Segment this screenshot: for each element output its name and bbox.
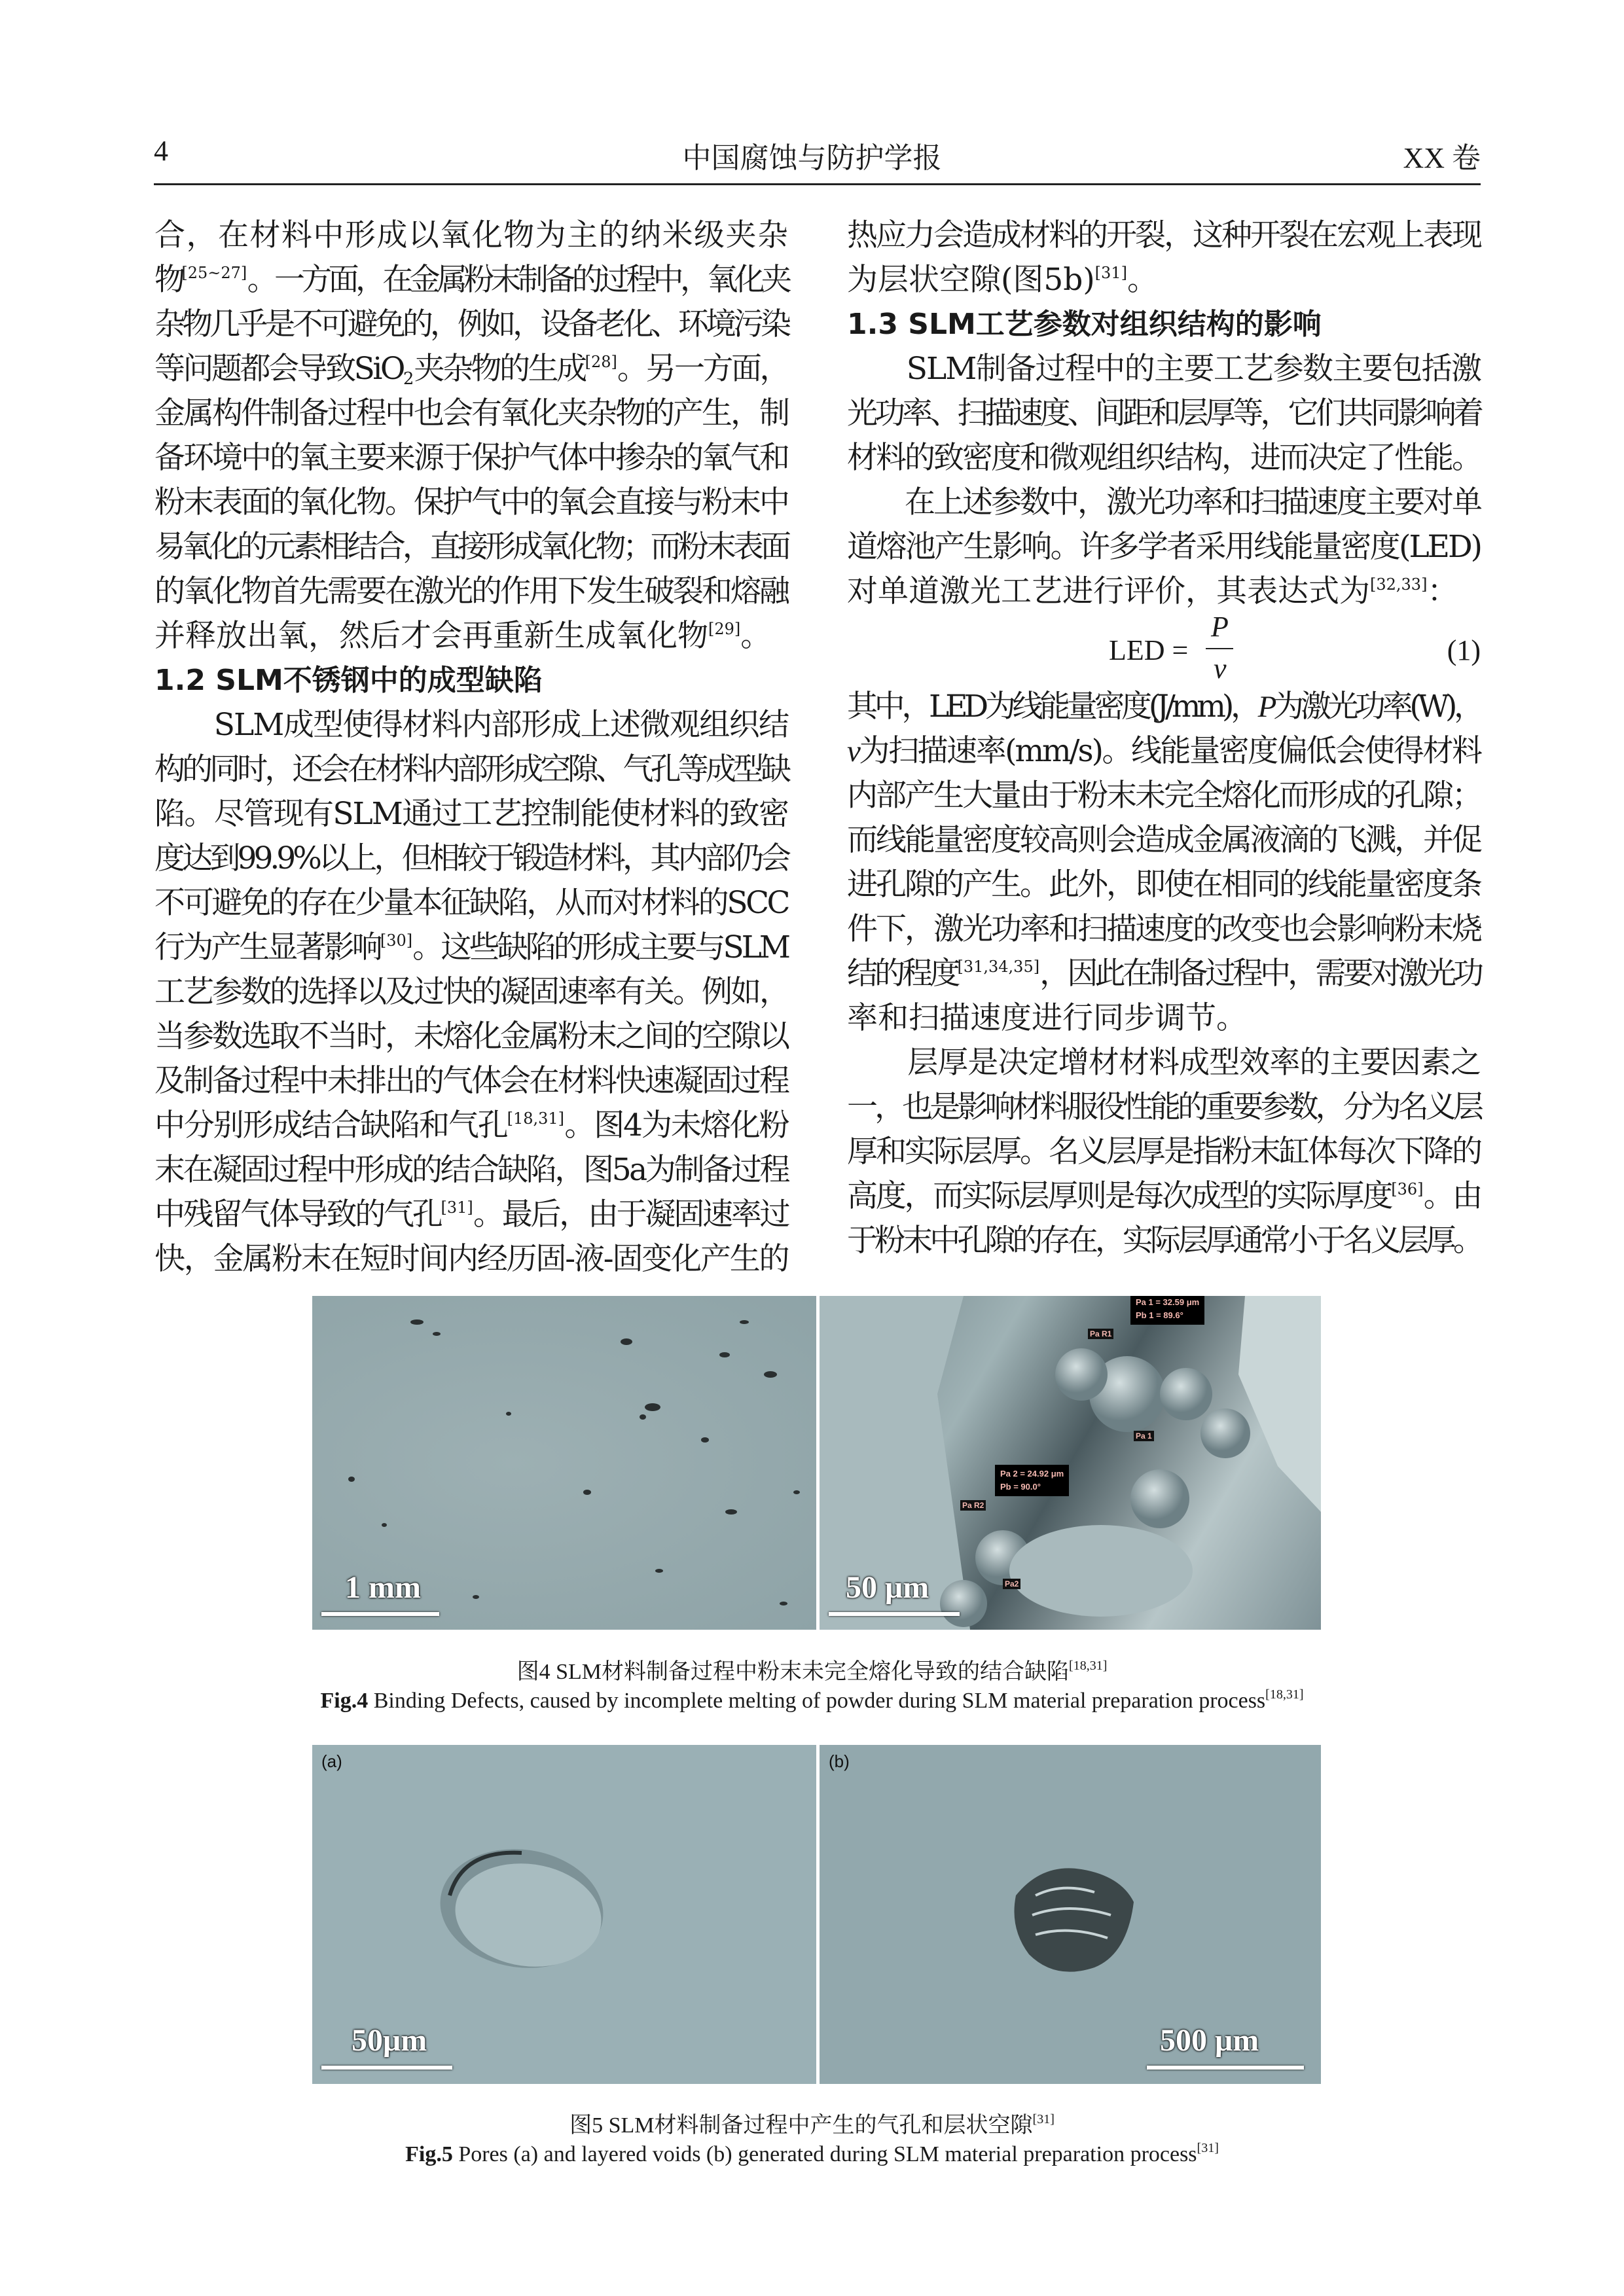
text-segment: 为激光功率(W)， <box>1272 689 1481 725</box>
figure4-caption-en <box>0 1689 1624 1713</box>
panel-label-b: (b) <box>829 1751 850 1771</box>
measurement-box-2 <box>995 1465 1069 1496</box>
text-segment: 合，在材料中形成以氧化物为主的纳米级夹杂 <box>154 217 788 253</box>
citation-ref: [30] <box>380 931 413 950</box>
text-line <box>847 480 1481 525</box>
text-line <box>154 836 788 881</box>
text-line <box>847 525 1481 569</box>
text-line <box>154 1193 788 1237</box>
text-segment: 率和扫描速度进行同步调节。 <box>847 1000 1247 1036</box>
figure5b-micrograph <box>820 1745 1321 2084</box>
text-line <box>154 1237 788 1282</box>
page-number: 4 <box>154 135 168 167</box>
text-line <box>154 525 788 569</box>
text-segment: SLM成型使得材料内部形成上述微观组织结 <box>154 707 788 743</box>
text-segment: 备环境中的氧主要来源于保护气体中掺杂的氧气和 <box>154 440 788 476</box>
text-segment: 。图4为未熔化粉 <box>564 1107 788 1143</box>
text-segment: 而线能量密度较高则会造成金属液滴的飞溅，并促 <box>847 822 1481 858</box>
text-line <box>847 952 1481 996</box>
text-segment: 不可避免的存在少量本征缺陷，从而对材料的SCC <box>154 885 788 921</box>
text-segment: 进孔隙的产生。此外，即使在相同的线能量密度条 <box>847 867 1481 903</box>
text-segment: 材料的致密度和微观组织结构，进而决定了性能。 <box>847 440 1481 476</box>
caption-label: Fig.5 <box>405 2142 453 2166</box>
text-line <box>154 480 788 525</box>
scale-bar <box>321 1612 439 1616</box>
text-line <box>847 996 1481 1041</box>
fraction-bar <box>1206 648 1233 649</box>
text-line <box>154 747 788 792</box>
citation-ref: [31] <box>1094 264 1127 282</box>
section-heading <box>154 658 788 703</box>
measurement-box-1 <box>1130 1296 1204 1325</box>
text-line <box>847 729 1481 774</box>
caption-ref: [18,31] <box>1069 1659 1108 1673</box>
figure4-right-micrograph <box>820 1296 1321 1630</box>
text-line <box>847 1219 1481 1263</box>
volume-label: XX 卷 <box>1403 142 1481 174</box>
text-segment: 热应力会造成材料的开裂，这种开裂在宏观上表现 <box>847 217 1481 253</box>
text-segment: 。另一方面， <box>617 351 789 387</box>
text-line <box>154 569 788 614</box>
text-line <box>847 1041 1481 1085</box>
text-segment: 为层状空隙(图5b) <box>847 262 1095 298</box>
citation-ref: [29] <box>708 620 741 638</box>
equation-number: (1) <box>1447 634 1481 666</box>
text-segment: 1.2 SLM不锈钢中的成型缺陷 <box>154 664 543 697</box>
text-segment: 易氧化的元素相结合，直接形成氧化物；而粉末表面 <box>154 529 788 565</box>
figure4-caption-cn <box>0 1653 1624 1685</box>
equation-denominator: v <box>1214 653 1227 685</box>
journal-title: 中国腐蚀与防护学报 <box>682 142 942 174</box>
text-segment: 及制备过程中未排出的气体会在材料快速凝固过程 <box>154 1063 788 1099</box>
scale-bar-label: 1 mm <box>345 1570 421 1605</box>
text-segment: 在上述参数中，激光功率和扫描速度主要对单 <box>847 484 1481 520</box>
scale-bar <box>321 2066 452 2070</box>
text-segment: 1.3 SLM工艺参数对组织结构的影响 <box>847 308 1322 341</box>
text-segment: 行为产生显著影响 <box>154 929 380 965</box>
scale-bar-label: 500 μm <box>1160 2023 1259 2058</box>
text-line <box>847 1085 1481 1130</box>
text-segment: 金属构件制备过程中也会有氧化夹杂物的产生，制 <box>154 395 788 431</box>
caption-ref: [31] <box>1032 2112 1055 2126</box>
text-segment: 中分别形成结合缺陷和气孔 <box>154 1107 507 1143</box>
text-segment: 其中，LED为线能量密度(J/mm)， <box>847 689 1258 725</box>
text-segment: ： <box>1427 573 1458 609</box>
citation-ref: [25~27] <box>181 264 247 282</box>
text-segment: 内部产生大量由于粉末未完全熔化而形成的孔隙； <box>847 778 1481 814</box>
text-segment: 光功率、扫描速度、间距和层厚等，它们共同影响着 <box>847 395 1481 431</box>
text-segment: 夹杂物的生成 <box>414 351 585 387</box>
header-rule <box>154 183 1481 185</box>
text-line <box>847 347 1481 391</box>
text-segment: ，因此在制备过程中，需要对激光功 <box>1039 956 1481 992</box>
equation-lhs: LED = <box>1109 634 1189 666</box>
text-line <box>154 213 788 258</box>
measurement-2-angle: Pb = 90.0° <box>1000 1482 1041 1492</box>
text-segment: 一，也是影响材料服役性能的重要参数，分为名义层 <box>847 1089 1481 1125</box>
scale-bar <box>1147 2066 1304 2070</box>
text-line <box>154 347 788 391</box>
text-segment: 粉末表面的氧化物。保护气中的氧会直接与粉末中 <box>154 484 788 520</box>
text-segment: 构的同时，还会在材料内部形成空隙、气孔等成型缺 <box>154 751 788 787</box>
text-line <box>847 436 1481 480</box>
text-line <box>154 391 788 436</box>
text-segment: 厚和实际层厚。名义层厚是指粉末缸体每次下降的 <box>847 1134 1481 1170</box>
text-segment: 。这些缺陷的形成主要与SLM <box>412 929 788 965</box>
text-segment: 工艺参数的选择以及过快的凝固速率有关。例如， <box>154 974 788 1010</box>
text-line <box>847 907 1481 952</box>
measurement-1-length: Pa 1 = 32.59 μm <box>1136 1297 1200 1307</box>
text-segment: 结的程度 <box>847 956 958 992</box>
text-segment: 于粉末中孔隙的存在，实际层厚通常小于名义层厚。 <box>847 1223 1481 1259</box>
text-line <box>847 818 1481 863</box>
text-segment: 当参数选取不当时，未熔化金属粉末之间的空隙以 <box>154 1018 788 1054</box>
text-segment: SLM制备过程中的主要工艺参数主要包括激 <box>847 351 1481 387</box>
measurement-point-1: Pa 1 <box>1134 1431 1154 1441</box>
text-segment: 层厚是决定增材材料成型效率的主要因素之 <box>847 1045 1481 1081</box>
text-segment: 的氧化物首先需要在激光的作用下发生破裂和熔融 <box>154 573 788 609</box>
text-line <box>154 302 788 347</box>
left-column <box>154 213 788 1282</box>
text-line <box>847 391 1481 436</box>
text-segment: 并释放出氧，然后才会再重新生成氧化物 <box>154 618 708 654</box>
text-segment: 度达到99.9%以上，但相较于锻造材料，其内部仍会 <box>154 840 788 876</box>
text-segment: 末在凝固过程中形成的结合缺陷，图5a为制备过程 <box>154 1152 788 1188</box>
scale-bar <box>829 1612 960 1616</box>
caption-label: Fig.4 <box>320 1689 369 1713</box>
text-segment: 等问题都会导致SiO <box>154 351 403 387</box>
text-line <box>847 774 1481 818</box>
equation-numerator: P <box>1211 611 1229 643</box>
text-segment: 对单道激光工艺进行评价，其表达式为 <box>847 573 1370 609</box>
figure5a-micrograph <box>312 1745 816 2084</box>
text-line <box>154 1148 788 1193</box>
equation-1 <box>847 611 1481 685</box>
figure5-caption-en <box>0 2142 1624 2167</box>
text-line <box>847 258 1481 302</box>
text-line <box>154 436 788 480</box>
text-segment: 道熔池产生影响。许多学者采用线能量密度(LED) <box>847 529 1481 565</box>
scale-bar-label: 50 μm <box>846 1570 929 1605</box>
right-column <box>847 213 1481 1263</box>
text-segment: 快，金属粉末在短时间内经历固-液-固变化产生的 <box>154 1241 788 1277</box>
text-line <box>154 1103 788 1148</box>
measurement-tag-r1: Pa R1 <box>1088 1329 1113 1339</box>
text-line <box>847 213 1481 258</box>
text-line <box>847 863 1481 907</box>
text-line <box>847 685 1481 729</box>
text-segment: 。最后，由于凝固速率过 <box>473 1196 789 1232</box>
citation-ref: [32,33] <box>1370 575 1428 594</box>
caption-text: 图4 SLM材料制备过程中粉末未完全熔化导致的结合缺陷 <box>516 1660 1070 1684</box>
text-segment: 高度，而实际层厚则是每次成型的实际厚度 <box>847 1178 1392 1214</box>
text-segment: 。由 <box>1423 1178 1481 1214</box>
caption-text: Pores (a) and layered voids (b) generated during SLM material preparation process <box>452 2142 1197 2166</box>
text-line <box>154 881 788 925</box>
measurement-1-angle: Pb 1 = 89.6° <box>1136 1310 1183 1320</box>
citation-ref: [36] <box>1391 1180 1424 1198</box>
measurement-2-length: Pa 2 = 24.92 μm <box>1000 1469 1064 1479</box>
text-line <box>154 970 788 1014</box>
text-line <box>847 569 1481 614</box>
text-line <box>154 614 788 658</box>
caption-text: 图5 SLM材料制备过程中产生的气孔和层状空隙 <box>569 2113 1033 2138</box>
caption-ref: [31] <box>1197 2141 1219 2155</box>
text-segment: 2 <box>403 369 414 389</box>
caption-text: Binding Defects, caused by incomplete melting of powder during SLM material preparation process <box>368 1689 1266 1713</box>
text-segment: 杂物几乎是不可避免的，例如，设备老化、环境污染 <box>154 306 788 342</box>
figure4-left-micrograph <box>312 1296 816 1630</box>
right-column-top <box>847 213 1481 614</box>
section-heading <box>847 302 1481 347</box>
text-line <box>154 925 788 970</box>
measurement-point-2: Pa2 <box>1003 1579 1020 1589</box>
panel-label-a: (a) <box>321 1751 342 1771</box>
text-segment: 。 <box>1127 262 1158 298</box>
text-line <box>154 703 788 747</box>
measurement-tag-r2: Pa R2 <box>960 1500 986 1511</box>
citation-ref: [31] <box>441 1198 473 1217</box>
text-line <box>154 1059 788 1103</box>
text-line <box>154 792 788 836</box>
citation-ref: [28] <box>585 353 617 371</box>
text-line <box>154 1014 788 1059</box>
text-segment: 件下，激光功率和扫描速度的改变也会影响粉末烧 <box>847 911 1481 947</box>
text-segment: 物 <box>154 262 182 298</box>
text-line <box>154 258 788 302</box>
text-segment: 。一方面，在金属粉末制备的过程中，氧化夹 <box>247 262 789 298</box>
figure5-caption-cn <box>0 2107 1624 2139</box>
text-line <box>847 1174 1481 1219</box>
caption-ref: [18,31] <box>1265 1687 1304 1702</box>
text-line <box>847 1130 1481 1174</box>
citation-ref: [18,31] <box>507 1109 565 1128</box>
text-segment: 为扫描速率(mm/s)。线能量密度偏低会使得材料 <box>858 733 1481 769</box>
text-segment: v <box>847 734 859 768</box>
text-segment: 陷。尽管现有SLM通过工艺控制能使材料的致密 <box>154 796 788 832</box>
text-segment: P <box>1257 690 1273 724</box>
citation-ref: [31,34,35] <box>957 958 1040 976</box>
right-column-bottom <box>847 685 1481 1263</box>
scale-bar-label: 50μm <box>352 2023 427 2058</box>
text-segment: 中残留气体导致的气孔 <box>154 1196 441 1232</box>
text-segment: 。 <box>740 618 772 654</box>
